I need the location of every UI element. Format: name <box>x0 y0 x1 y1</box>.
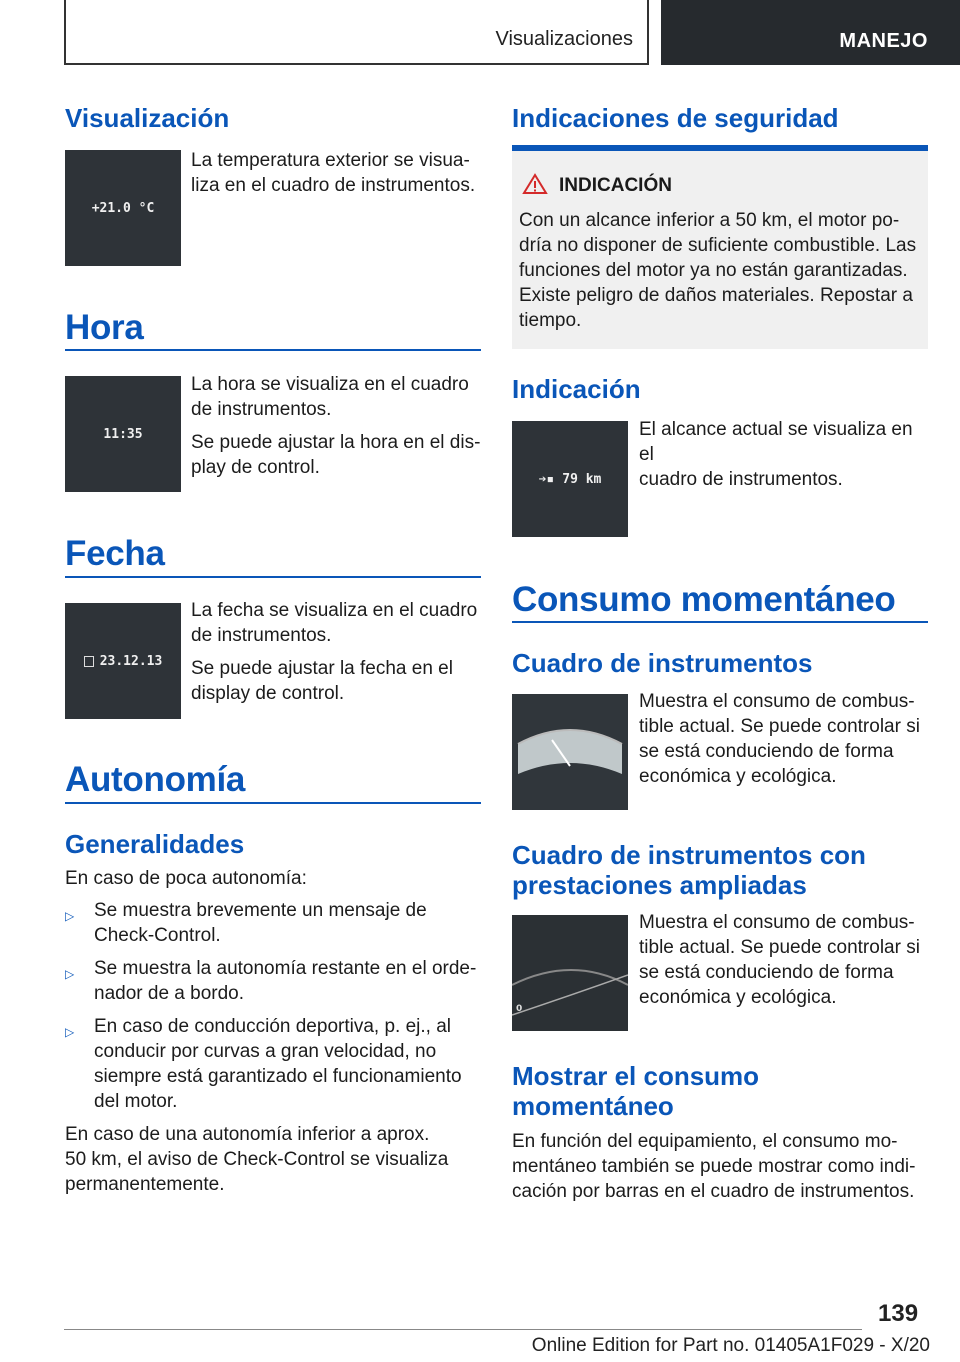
text-line: En caso de conducción deportiva, p. ej., al <box>94 1016 452 1037</box>
fuel-gauge-image <box>512 694 628 810</box>
text-line: nador de a bordo. <box>94 983 245 1004</box>
clock-image <box>65 376 181 492</box>
text-line: La fecha se visualiza en el cuadro <box>191 600 478 621</box>
text-line: siempre está garantizado el funcionamiento <box>94 1066 462 1087</box>
text-line: Se puede ajustar la hora en el dis- <box>191 432 481 453</box>
text-line: display de control. <box>191 683 345 704</box>
text-line: Con un alcance inferior a 50 km, el motor po- <box>519 210 900 231</box>
cuadro-text <box>639 689 929 789</box>
triangle-bullet-icon: ▷ <box>65 909 75 923</box>
heading-line: prestaciones ampliadas <box>512 870 807 900</box>
footer-edition: Online Edition for Part no. 01405A1F029 - X/20 <box>531 1335 930 1356</box>
heading-line: Cuadro de instrumentos con <box>512 840 866 870</box>
heading-cuadro-instrumentos: Cuadro de instrumentos <box>512 648 813 678</box>
fuel-pump-icon: ➔▪ <box>538 471 555 487</box>
text-line: En función del equipamiento, el consumo mo- <box>512 1131 898 1152</box>
warning-title: INDICACIÓN <box>559 175 672 196</box>
text-line: tiempo. <box>519 310 582 331</box>
text-line: de instrumentos. <box>191 625 332 646</box>
svg-text:0: 0 <box>516 1004 523 1014</box>
extended-gauge-image <box>512 915 628 1031</box>
footer-rule <box>64 1329 862 1330</box>
heading-indicacion: Indicación <box>512 374 641 404</box>
text-line: permanentemente. <box>65 1174 225 1195</box>
text-line: de instrumentos. <box>191 399 332 420</box>
text-line: económica y ecológica. <box>639 987 837 1008</box>
text-line: liza en el cuadro de instrumentos. <box>191 175 476 196</box>
heading-autonomia: Autonomía <box>65 760 246 799</box>
heading-line: Mostrar el consumo <box>512 1061 760 1091</box>
text-line: cación por barras en el cuadro de instrumentos. <box>512 1181 915 1202</box>
date-readout: 23.12.13 <box>99 653 163 669</box>
text-line: conducir por curvas a gran velocidad, no <box>94 1041 437 1062</box>
temperature-readout: +21.0 °C <box>91 200 155 216</box>
text-line: La temperatura exterior se visua- <box>191 150 470 171</box>
text-line: Existe peligro de daños materiales. Repostar a <box>519 285 913 306</box>
header-section-label: Visualizaciones <box>495 28 633 50</box>
mostrar-text <box>512 1129 928 1204</box>
text-line: dría no disponer de suficiente combustible. Las <box>519 235 917 256</box>
text-line: se está conduciendo de forma <box>639 962 894 983</box>
text-line: Se muestra brevemente un mensaje de <box>94 900 427 921</box>
hora-text <box>191 372 481 480</box>
gauge-icon <box>512 915 628 1031</box>
text-line: cuadro de instrumentos. <box>639 469 843 490</box>
outside-temperature-image <box>65 150 181 266</box>
list-item <box>65 898 481 948</box>
header-chapter-label: MANEJO <box>839 30 928 52</box>
heading-generalidades: Generalidades <box>65 829 245 859</box>
text-line: En caso de una autonomía inferior a aprox. <box>65 1124 430 1145</box>
text-line: La hora se visualiza en el cuadro <box>191 374 469 395</box>
text-line: Check-Control. <box>94 925 221 946</box>
text-line: funciones del motor ya no están garantizadas. <box>519 260 908 281</box>
heading-consumo-momentaneo: Consumo momentáneo <box>512 580 896 619</box>
clock-readout: 11:35 <box>103 426 143 442</box>
bullet-list <box>65 898 481 1197</box>
text-line: play de control. <box>191 457 320 478</box>
triangle-bullet-icon: ▷ <box>65 1025 75 1039</box>
section-rule <box>65 576 481 578</box>
range-readout: 79 km <box>562 471 602 487</box>
section-rule <box>512 621 928 623</box>
heading-hora: Hora <box>65 308 144 347</box>
warning-box <box>512 151 928 349</box>
heading-fecha: Fecha <box>65 534 165 573</box>
autonomia-intro: En caso de poca autonomía: <box>65 868 307 889</box>
text-line: El alcance actual se visualiza en el <box>639 419 913 465</box>
header-section-tab <box>64 0 649 65</box>
visualizacion-text <box>191 148 481 198</box>
date-image <box>65 603 181 719</box>
fecha-text <box>191 598 481 706</box>
calendar-icon <box>84 656 94 667</box>
indicacion-text <box>639 417 929 492</box>
ampliadas-text <box>639 910 929 1010</box>
text-line: 50 km, el aviso de Check-Control se visualiza <box>65 1149 449 1170</box>
heading-visualizacion: Visualización <box>65 103 230 133</box>
list-item <box>65 956 481 1006</box>
warning-triangle-icon <box>522 173 548 195</box>
text-line: Muestra el consumo de combus- <box>639 691 915 712</box>
text-line: tible actual. Se puede controlar si <box>639 716 920 737</box>
text-line: económica y ecológica. <box>639 766 837 787</box>
text-line: se está conduciendo de forma <box>639 741 894 762</box>
text-line: Se puede ajustar la fecha en el <box>191 658 453 679</box>
page-number: 139 <box>878 1300 919 1327</box>
heading-mostrar-consumo <box>512 1061 759 1121</box>
text-line: mentáneo también se puede mostrar como indi- <box>512 1156 916 1177</box>
text-line: Muestra el consumo de combus- <box>639 912 915 933</box>
text-line: del motor. <box>94 1091 178 1112</box>
gauge-icon <box>512 694 628 810</box>
text-line: Se muestra la autonomía restante en el orde- <box>94 958 477 979</box>
header-chapter-tab <box>661 0 960 65</box>
text-line: tible actual. Se puede controlar si <box>639 937 920 958</box>
heading-cuadro-ampliadas <box>512 840 866 900</box>
heading-indicaciones-seguridad: Indicaciones de seguridad <box>512 103 839 133</box>
section-rule <box>65 802 481 804</box>
warning-text <box>519 208 924 333</box>
range-image <box>512 421 628 537</box>
list-item <box>65 1014 481 1114</box>
triangle-bullet-icon: ▷ <box>65 967 75 981</box>
heading-line: momentáneo <box>512 1091 674 1121</box>
section-rule <box>65 349 481 351</box>
